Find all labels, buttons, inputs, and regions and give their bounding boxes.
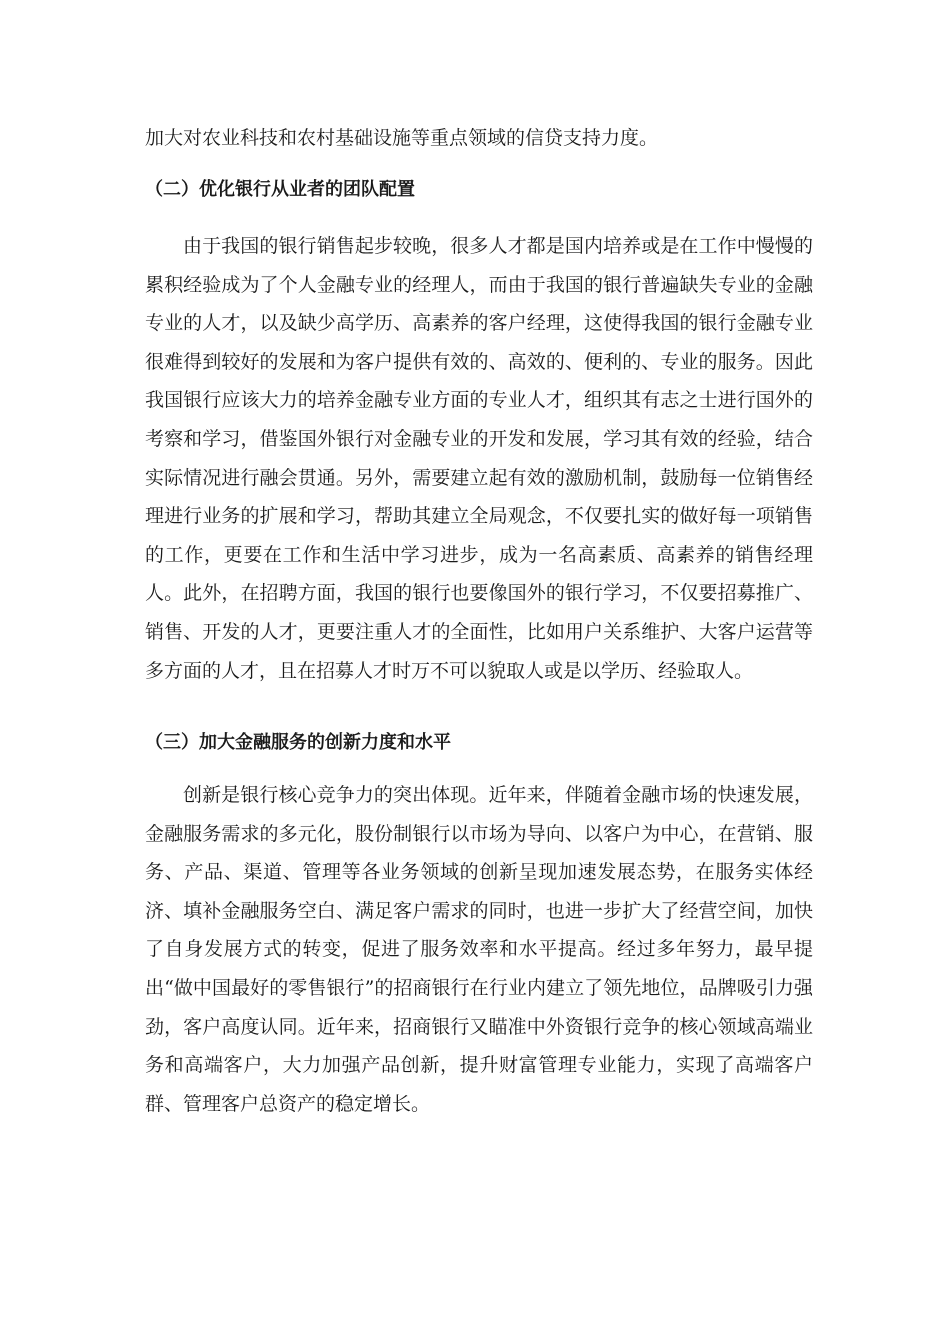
section-3-paragraph: 创新是银行核心竞争力的突出体现。近年来，伴随着金融市场的快速发展，金融服务需求的多元化，股份制银行以市场为导向、以客户为中心，在营销、服务、产品、渠道、管理等各业务领域的创新呈现加速发展态势，在服务实体经济、填补金融服务空白、满足客户需求的同时，也进一步扩大了经营空间，加快了自身发展方式的转变，促进了服务效率和水平提高。经过多年努力，最早提出“做中国最好的零售银行”的招商银行在行业内建立了领先地位，品牌吸引力强劲，客户高度认同。近年来，招商银行又瞄准中外资银行竞争的核心领域高端业务和高端客户，大力加强产品创新，提升财富管理专业能力，实现了高端客户群、管理客户总资产的稳定增长。 [145, 784, 813, 1115]
section-2-paragraph: 由于我国的银行销售起步较晚，很多人才都是国内培养或是在工作中慢慢的累积经验成为了个人金融专业的经理人，而由于我国的银行普遍缺失专业的金融专业的人才，以及缺少高学历、高素养的客户经理，这使得我国的银行金融专业很难得到较好的发展和为客户提供有效的、高效的、便利的、专业的服务。因此我国银行应该大力的培养金融专业方面的专业人才，组织其有志之士进行国外的考察和学习，借鉴国外银行对金融专业的开发和发展，学习其有效的经验，结合实际情况进行融会贯通。另外，需要建立起有效的激励机制，鼓励每一位销售经理进行业务的扩展和学习，帮助其建立全局观念，不仅要扎实的做好每一项销售的工作，更要在工作和生活中学习进步，成为一名高素质、高素养的销售经理人。此外，在招聘方面，我国的银行也要像国外的银行学习，不仅要招募推广、销售、开发的人才，更要注重人才的全面性，比如用户关系维护、大客户运营等多方面的人才，且在招募人才时万不可以貌取人或是以学历、经验取人。 [145, 235, 813, 682]
intro-paragraph: 加大对农业科技和农村基础设施等重点领域的信贷支持力度。 [145, 127, 659, 149]
section-3-heading: （三）加大金融服务的创新力度和水平 [145, 732, 451, 753]
section-2-heading: （二）优化银行从业者的团队配置 [145, 179, 415, 200]
